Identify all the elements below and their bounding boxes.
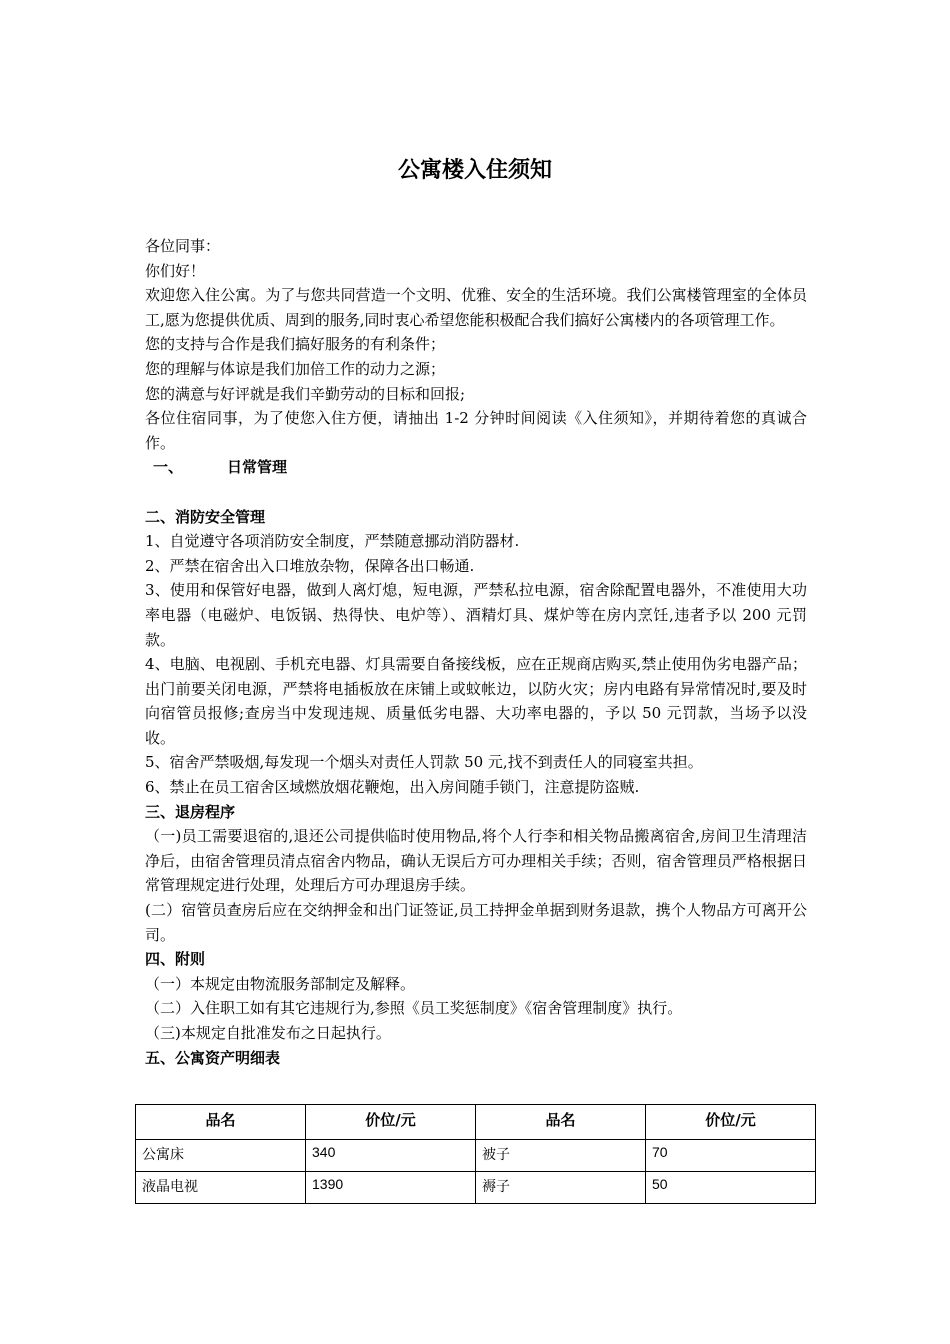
checkout-rule-2: (二）宿管员查房后应在交纳押金和出门证签证,员工持押金单据到财务退款，携个人物品方可离开公司。 — [145, 901, 807, 944]
header-price: 价位/元 — [646, 1105, 816, 1140]
table-row — [136, 1172, 816, 1204]
intro-paragraph: 欢迎您入住公寓。为了与您共同营造一个文明、优雅、安全的生活环境。我们公寓楼管理室的全体员工,愿为您提供优质、周到的服务,同时衷心希望您能积极配合我们搞好公寓楼内的各项管理工作。 — [145, 286, 807, 329]
item-name-cell: 液晶电视 — [136, 1172, 306, 1204]
fire-rule-4: 4、电脑、电视剧、手机充电器、灯具需要自备接线板，应在正规商店购买,禁止使用伪劣电器产品；出门前要关闭电源，严禁将电插板放在床铺上或蚊帐边，以防火灾；房内电路有异常情况时,要及时向宿管员报修;查房当中发现违规、质量低劣电器、大功率电器的，予以 50 元罚款，当场予以没收。 — [145, 655, 807, 747]
price-cell: 70 — [646, 1140, 816, 1172]
header-item-name: 品名 — [136, 1105, 306, 1140]
fire-rule-3: 3、使用和保管好电器，做到人离灯熄，短电源，严禁私拉电源，宿舍除配置电器外，不准使用大功率电器（电磁炉、电饭锅、热得快、电炉等）、酒精灯具、煤炉等在房内烹饪,违者予以 200 元罚款。 — [145, 581, 807, 649]
item-name-cell: 公寓床 — [136, 1140, 306, 1172]
document-body — [145, 234, 807, 1070]
appendix-rule-1: （一）本规定由物流服务部制定及解释。 — [145, 974, 416, 993]
checkout-rule-1: （一)员工需要退宿的,退还公司提供临时使用物品,将个人行李和相关物品搬离宿舍,房间卫生清理洁净后，由宿舍管理员清点宿舍内物品，确认无误后方可办理相关手续；否则，宿舍管理员严格根据日常管理规定进行处理，处理后方可办理退房手续。 — [145, 827, 807, 895]
fire-rule-1: 1、自觉遵守各项消防安全制度，严禁随意挪动消防器材. — [145, 532, 520, 551]
header-price: 价位/元 — [306, 1105, 476, 1140]
section-1-number: 一、 — [153, 458, 184, 477]
section-3-heading: 三、退房程序 — [145, 802, 236, 821]
fire-rule-5: 5、宿舍严禁吸烟,每发现一个烟头对责任人罚款 50 元,找不到责任人的同寝室共担。 — [145, 753, 703, 772]
fire-rule-6: 6、禁止在员工宿舍区域燃放烟花鞭炮，出入房间随手锁门，注意提防盗贼. — [145, 778, 640, 797]
section-1-title: 日常管理 — [227, 458, 288, 477]
support-line: 您的支持与合作是我们搞好服务的有利条件； — [145, 335, 446, 354]
reading-request-line: 各位住宿同事，为了使您入住方便，请抽出 1-2 分钟时间阅读《入住须知》，并期待着您的真诚合作。 — [145, 409, 807, 452]
document-title: 公寓楼入住须知 — [397, 158, 552, 183]
satisfaction-line: 您的满意与好评就是我们辛勤劳动的目标和回报; — [145, 384, 466, 403]
greeting: 各位同事： — [145, 237, 221, 255]
table-row — [136, 1140, 816, 1172]
appendix-rule-3: （三)本规定自批准发布之日起执行。 — [145, 1024, 391, 1042]
section-5-heading: 五、公寓资产明细表 — [145, 1048, 281, 1067]
section-4-heading: 四、附则 — [145, 950, 206, 969]
fire-rule-2: 2、严禁在宿舍出入口堆放杂物，保障各出口畅通. — [145, 556, 475, 575]
price-cell: 1390 — [306, 1172, 476, 1204]
item-name-cell: 被子 — [476, 1140, 646, 1172]
section-2-heading: 二、消防安全管理 — [145, 507, 266, 526]
header-item-name: 品名 — [476, 1105, 646, 1140]
appendix-rule-2: （二）入住职工如有其它违规行为,参照《员工奖惩制度》《宿舍管理制度》执行。 — [145, 999, 683, 1018]
asset-table — [135, 1104, 816, 1204]
price-cell: 50 — [646, 1172, 816, 1204]
item-name-cell: 褥子 — [476, 1172, 646, 1204]
section-1-heading — [145, 455, 807, 480]
price-cell: 340 — [306, 1140, 476, 1172]
table-header-row — [136, 1105, 816, 1140]
understanding-line: 您的理解与体谅是我们加倍工作的动力之源； — [145, 359, 446, 378]
hello: 你们好！ — [145, 261, 206, 280]
